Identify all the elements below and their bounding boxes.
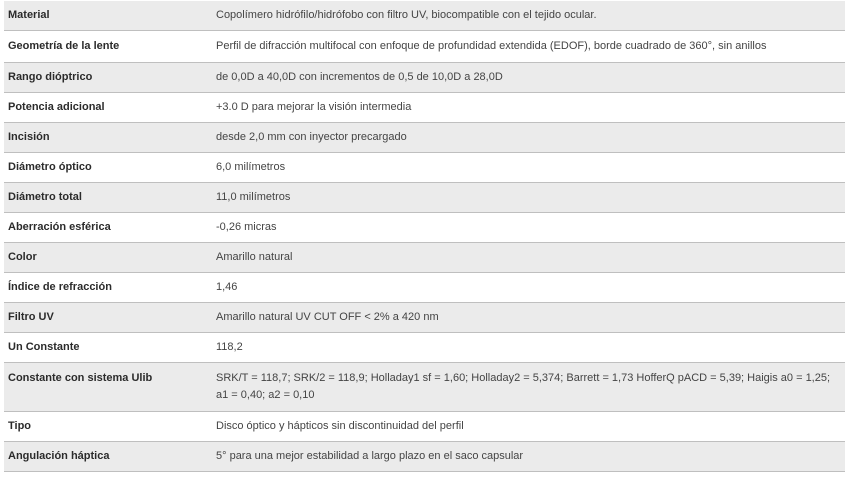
spec-row-a-constant bbox=[4, 333, 845, 363]
spec-label: Diámetro total bbox=[4, 183, 206, 213]
spec-label: Filtro UV bbox=[4, 303, 206, 333]
spec-label: Angulación háptica bbox=[4, 442, 206, 472]
spec-row-optic-diameter bbox=[4, 153, 845, 183]
spec-label: Material bbox=[4, 1, 206, 31]
spec-value: Amarillo natural UV CUT OFF < 2% a 420 nm bbox=[206, 303, 845, 333]
spec-row-haptic-angulation bbox=[4, 442, 845, 472]
spec-value: 5° para una mejor estabilidad a largo plazo en el saco capsular bbox=[206, 442, 845, 472]
specifications-table-body bbox=[4, 1, 845, 472]
spec-value: Perfil de difracción multifocal con enfoque de profundidad extendida (EDOF), borde cuadrado de 360°, sin anillos bbox=[206, 31, 845, 63]
spec-row-spherical-aberration bbox=[4, 213, 845, 243]
spec-label: Color bbox=[4, 243, 206, 273]
spec-value: desde 2,0 mm con inyector precargado bbox=[206, 123, 845, 153]
specifications-table bbox=[4, 0, 845, 472]
spec-value: de 0,0D a 40,0D con incrementos de 0,5 de 10,0D a 28,0D bbox=[206, 63, 845, 93]
spec-row-material bbox=[4, 1, 845, 31]
spec-label: Índice de refracción bbox=[4, 273, 206, 303]
spec-row-additional-power bbox=[4, 93, 845, 123]
spec-value: Copolímero hidrófilo/hidrófobo con filtro UV, biocompatible con el tejido ocular. bbox=[206, 1, 845, 31]
spec-row-dioptric-range bbox=[4, 63, 845, 93]
spec-value: 11,0 milímetros bbox=[206, 183, 845, 213]
spec-label: Potencia adicional bbox=[4, 93, 206, 123]
spec-value: SRK/T = 118,7; SRK/2 = 118,9; Holladay1 sf = 1,60; Holladay2 = 5,374; Barrett = 1,73 HofferQ pACD = 5,39; Haigis a0 = 1,25; a1 = 0,40; a2 = 0,10 bbox=[206, 363, 845, 412]
spec-label: Aberración esférica bbox=[4, 213, 206, 243]
spec-row-refractive-index bbox=[4, 273, 845, 303]
spec-value: 6,0 milímetros bbox=[206, 153, 845, 183]
spec-row-lens-geometry bbox=[4, 31, 845, 63]
spec-label: Tipo bbox=[4, 412, 206, 442]
spec-label: Constante con sistema Ulib bbox=[4, 363, 206, 412]
spec-label: Un Constante bbox=[4, 333, 206, 363]
spec-value: Amarillo natural bbox=[206, 243, 845, 273]
spec-value: 1,46 bbox=[206, 273, 845, 303]
spec-value: Disco óptico y hápticos sin discontinuidad del perfil bbox=[206, 412, 845, 442]
spec-row-color bbox=[4, 243, 845, 273]
spec-row-type bbox=[4, 412, 845, 442]
spec-label: Incisión bbox=[4, 123, 206, 153]
spec-row-incision bbox=[4, 123, 845, 153]
spec-row-uv-filter bbox=[4, 303, 845, 333]
spec-value: +3.0 D para mejorar la visión intermedia bbox=[206, 93, 845, 123]
spec-label: Diámetro óptico bbox=[4, 153, 206, 183]
spec-value: 118,2 bbox=[206, 333, 845, 363]
spec-value: -0,26 micras bbox=[206, 213, 845, 243]
spec-row-ulib-constants bbox=[4, 363, 845, 412]
spec-label: Rango dióptrico bbox=[4, 63, 206, 93]
spec-label: Geometría de la lente bbox=[4, 31, 206, 63]
spec-row-total-diameter bbox=[4, 183, 845, 213]
